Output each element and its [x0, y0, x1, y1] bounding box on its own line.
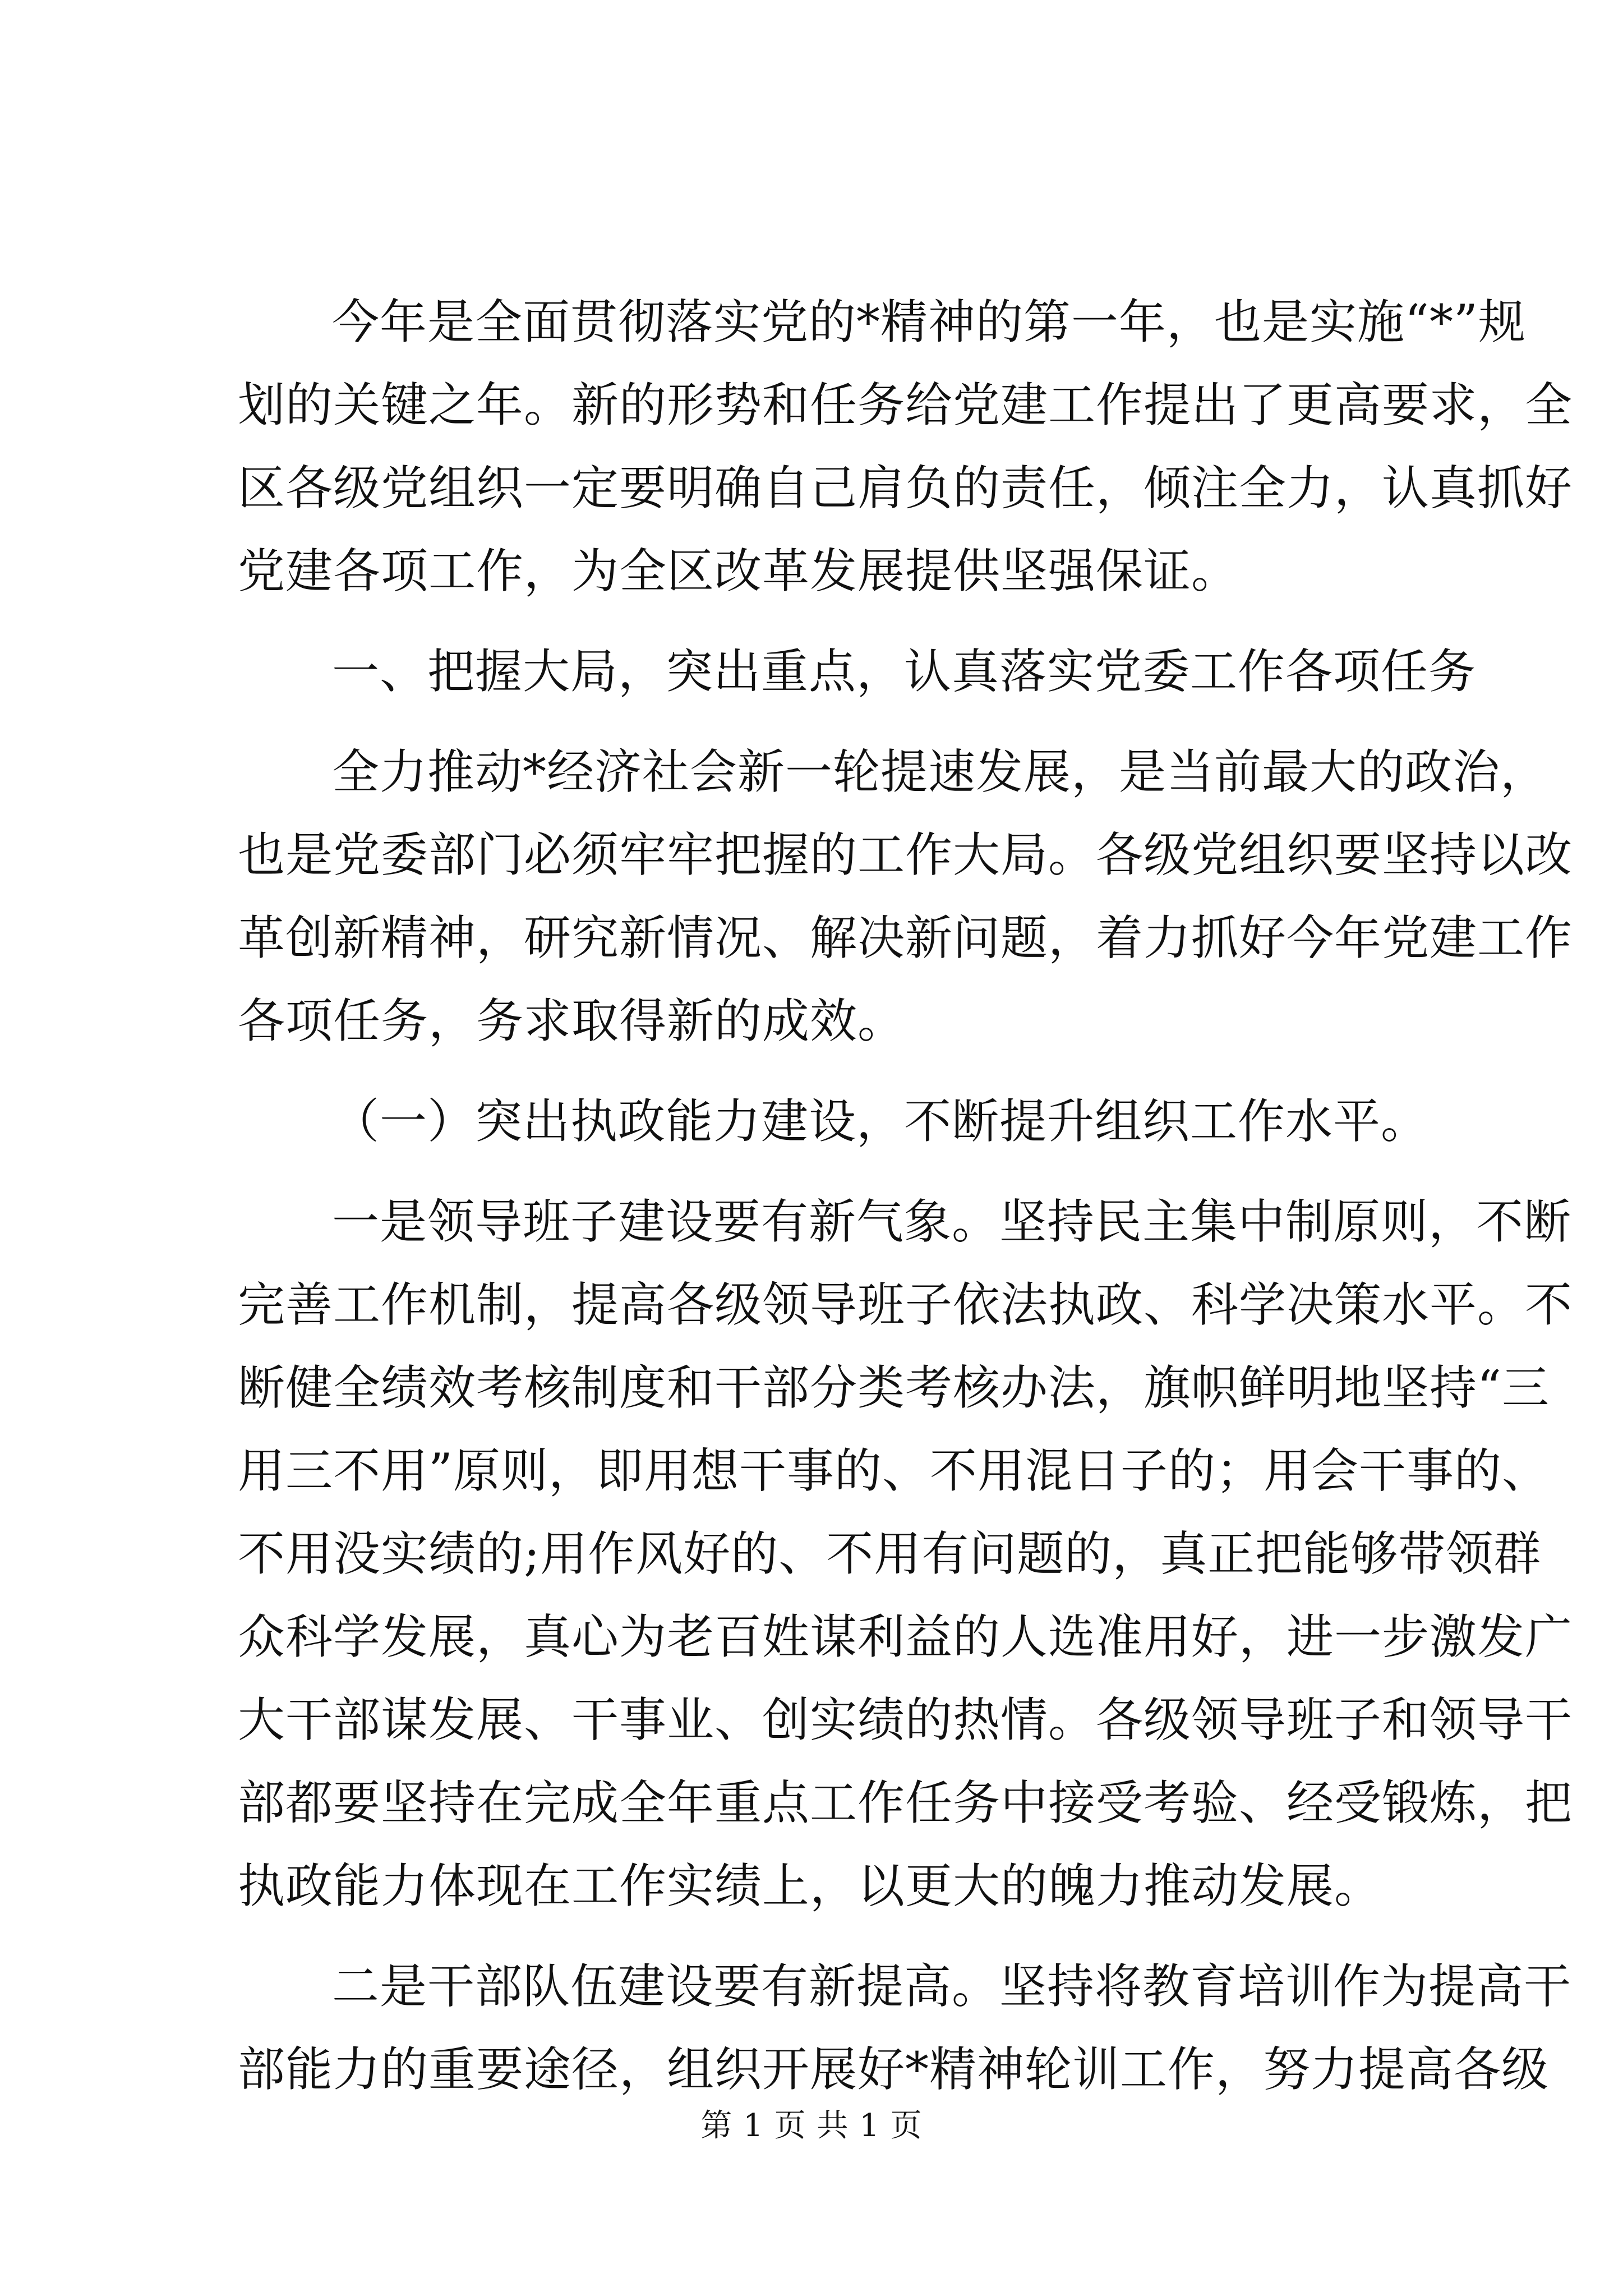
- text-line: 用三不用”原则，即用想干事的、不用混日子的；用会干事的、: [238, 1443, 1550, 1498]
- text-line: 执政能力体现在工作实绩上，以更大的魄力推动发展。: [238, 1858, 1382, 1913]
- subsection-heading-1: [238, 1080, 1429, 1163]
- document-body: [238, 280, 1573, 2128]
- text-line: 全力推动*经济社会新一轮提速发展，是当前最大的政治，: [332, 744, 1548, 799]
- text-line: 完善工作机制，提高各级领导班子依法执政、科学决策水平。不: [238, 1277, 1573, 1332]
- text-line: 划的关键之年。新的形势和任务给党建工作提出了更高要求，全: [238, 378, 1573, 432]
- text-line: 部能力的重要途径，组织开展好*精神轮训工作，努力提高各级: [238, 2042, 1550, 2097]
- text-line: 大干部谋发展、干事业、创实绩的热情。各级领导班子和领导干: [238, 1692, 1573, 1747]
- text-line: （一）突出执政能力建设，不断提升组织工作水平。: [332, 1094, 1429, 1149]
- paragraph-section-1: [238, 730, 1573, 1062]
- text-line: 区各级党组织一定要明确自己肩负的责任，倾注全力，认真抓好: [238, 461, 1573, 516]
- section-heading-1: [238, 630, 1477, 713]
- text-line: 众科学发展，真心为老百姓谋利益的人选准用好，进一步激发广: [238, 1609, 1573, 1664]
- paragraph-leadership: [238, 1180, 1573, 1927]
- text-line: 二是干部队伍建设要有新提高。坚持将教育培训作为提高干: [332, 1959, 1572, 2014]
- text-line: 各项任务，务求取得新的成效。: [238, 993, 906, 1048]
- text-line: 部都要坚持在完成全年重点工作任务中接受考验、经受锻炼，把: [238, 1775, 1573, 1830]
- text-line: 今年是全面贯彻落实党的*精神的第一年，也是实施“*”规: [332, 295, 1526, 349]
- text-line: 断健全绩效考核制度和干部分类考核办法，旗帜鲜明地坚持“三: [238, 1360, 1550, 1415]
- text-line: 不用没实绩的;用作风好的、不用有问题的，真正把能够带领群: [238, 1526, 1542, 1581]
- text-line: 一、把握大局，突出重点，认真落实党委工作各项任务: [332, 644, 1477, 699]
- page-number-footer: 第 1 页 共 1 页: [700, 2108, 923, 2144]
- text-line: 革创新精神，研究新情况、解决新问题，着力抓好今年党建工作: [238, 910, 1573, 965]
- paragraph-intro: [238, 280, 1573, 613]
- text-line: 也是党委部门必须牢牢把握的工作大局。各级党组织要坚持以改: [238, 827, 1573, 882]
- text-line: 党建各项工作，为全区改革发展提供坚强保证。: [238, 544, 1239, 599]
- text-line: 一是领导班子建设要有新气象。坚持民主集中制原则，不断: [332, 1194, 1572, 1249]
- paragraph-cadres: [238, 1945, 1572, 2111]
